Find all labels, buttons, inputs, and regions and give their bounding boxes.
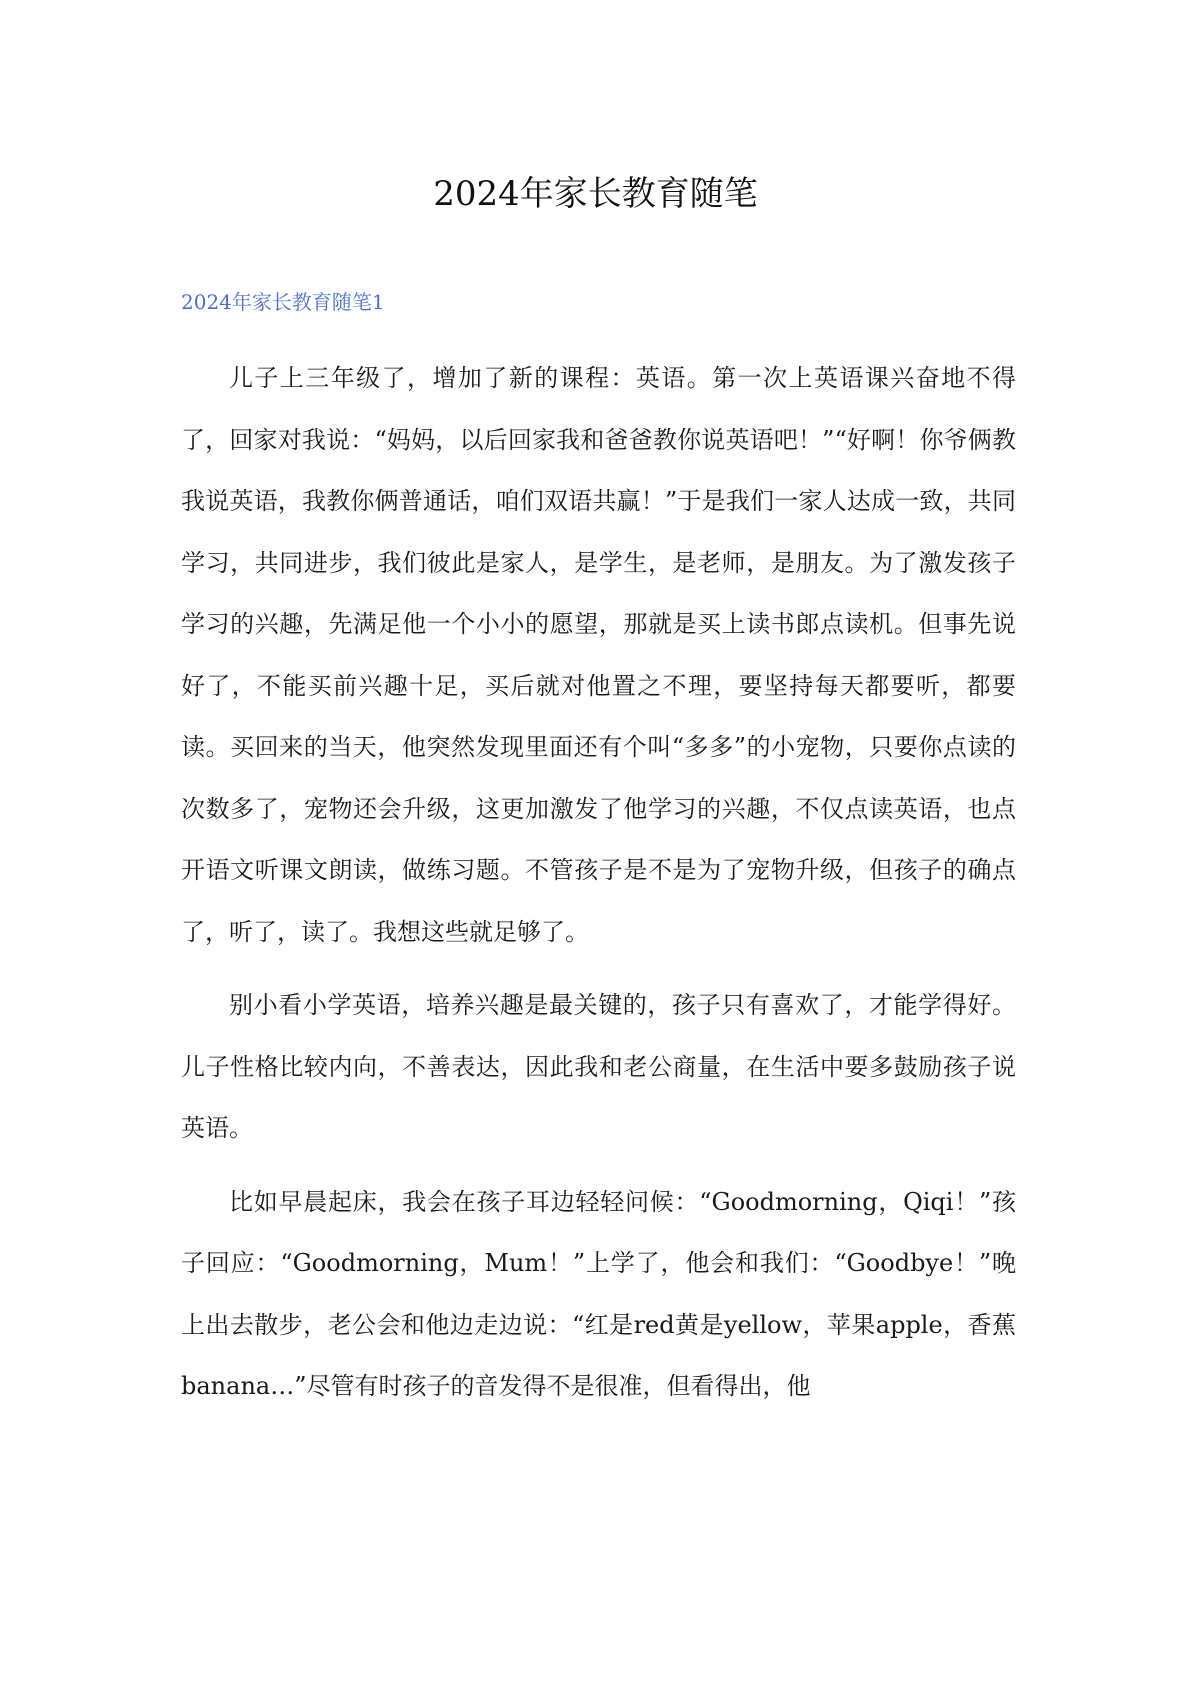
document-title: 2024年家长教育随笔: [433, 174, 758, 214]
paragraph: 比如早晨起床，我会在孩子耳边轻轻问候：“Goodmorning，Qiqi！”孩子回应：“Goodmorning，Mum！”上学了，他会和我们：“Goodbye！”晚上出去散步，老公会和他边走边说：“红是red黄是yellow，苹果apple，香蕉banana…”尽管有时孩子的音发得不是很准，但看得出，他: [181, 1187, 1016, 1400]
section-heading: 2024年家长教育随笔1: [181, 290, 385, 314]
document-body: [181, 348, 1016, 1428]
paragraph: 别小看小学英语，培养兴趣是最关键的，孩子只有喜欢了，才能学得好。儿子性格比较内向，不善表达，因此我和老公商量，在生活中要多鼓励孩子说英语。: [181, 991, 1016, 1142]
paragraph: 儿子上三年级了，增加了新的课程：英语。第一次上英语课兴奋地不得了，回家对我说：“妈妈，以后回家我和爸爸教你说英语吧！”“好啊！你爷俩教我说英语，我教你俩普通话，咱们双语共赢！”于是我们一家人达成一致，共同学习，共同进步，我们彼此是家人，是学生，是老师，是朋友。为了激发孩子学习的兴趣，先满足他一个小小的愿望，那就是买上读书郎点读机。但事先说好了，不能买前兴趣十足，买后就对他置之不理，要坚持每天都要听，都要读。买回来的当天，他突然发现里面还有个叫“多多”的小宠物，只要你点读的次数多了，宠物还会升级，这更加激发了他学习的兴趣，不仅点读英语，也点开语文听课文朗读，做练习题。不管孩子是不是为了宠物升级，但孩子的确点了，听了，读了。我想这些就足够了。: [181, 364, 1016, 946]
